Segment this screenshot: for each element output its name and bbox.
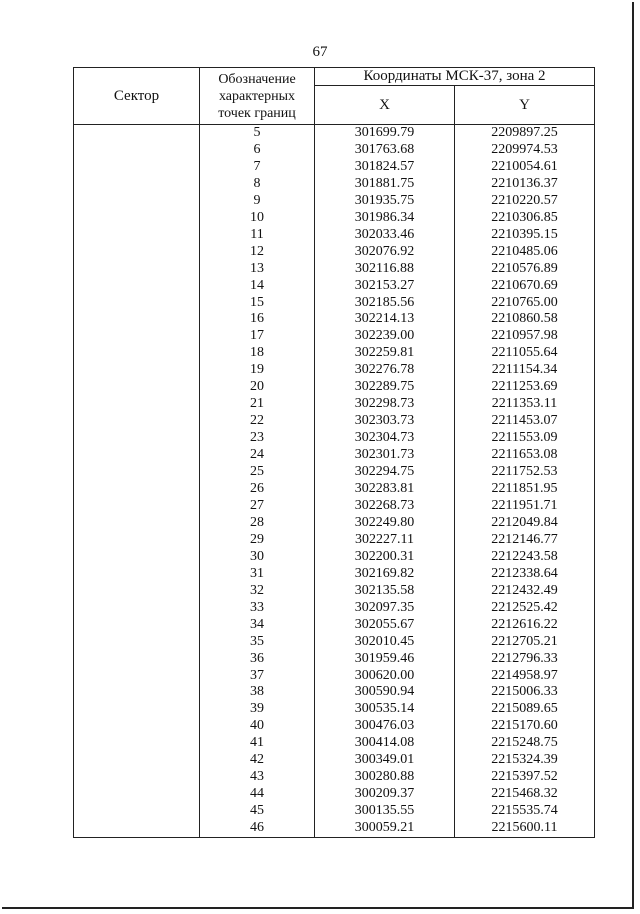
cell-y: 2210220.57 bbox=[455, 193, 595, 210]
cell-point: 6 bbox=[200, 142, 315, 159]
cell-point: 15 bbox=[200, 295, 315, 312]
cell-y: 2211453.07 bbox=[455, 413, 595, 430]
cell-y: 2215089.65 bbox=[455, 701, 595, 718]
cell-x: 300059.21 bbox=[315, 820, 455, 837]
sector-cell bbox=[74, 125, 200, 838]
cell-point: 38 bbox=[200, 684, 315, 701]
cell-y: 2209897.25 bbox=[455, 125, 595, 142]
cell-y: 2215248.75 bbox=[455, 735, 595, 752]
coordinates-table bbox=[73, 67, 595, 838]
cell-x: 302239.00 bbox=[315, 328, 455, 345]
cell-point: 13 bbox=[200, 261, 315, 278]
header-designation-line2: характерных bbox=[218, 88, 296, 104]
cell-x: 301959.46 bbox=[315, 651, 455, 668]
cell-y: 2212338.64 bbox=[455, 566, 595, 583]
cell-x: 302185.56 bbox=[315, 295, 455, 312]
cell-point: 28 bbox=[200, 515, 315, 532]
cell-x: 301986.34 bbox=[315, 210, 455, 227]
cell-x: 302033.46 bbox=[315, 227, 455, 244]
cell-point: 10 bbox=[200, 210, 315, 227]
table-header bbox=[74, 68, 595, 125]
cell-y: 2215170.60 bbox=[455, 718, 595, 735]
cell-y: 2215324.39 bbox=[455, 752, 595, 769]
cell-y: 2210136.37 bbox=[455, 176, 595, 193]
cell-x: 302283.81 bbox=[315, 481, 455, 498]
cell-y: 2210765.00 bbox=[455, 295, 595, 312]
cell-y: 2211752.53 bbox=[455, 464, 595, 481]
cell-x: 302055.67 bbox=[315, 617, 455, 634]
table-body bbox=[74, 125, 595, 838]
cell-x: 302289.75 bbox=[315, 379, 455, 396]
cell-x: 302010.45 bbox=[315, 634, 455, 651]
cell-point: 5 bbox=[200, 125, 315, 142]
cell-point: 9 bbox=[200, 193, 315, 210]
cell-x: 302227.11 bbox=[315, 532, 455, 549]
cell-y: 2215468.32 bbox=[455, 786, 595, 803]
cell-x: 300620.00 bbox=[315, 668, 455, 685]
header-designation-line3: точек границ bbox=[218, 105, 296, 121]
cell-y: 2212616.22 bbox=[455, 617, 595, 634]
cell-y: 2210576.89 bbox=[455, 261, 595, 278]
cell-y: 2211553.09 bbox=[455, 430, 595, 447]
cell-y: 2212243.58 bbox=[455, 549, 595, 566]
header-designation-line1: Обозначение bbox=[218, 71, 296, 87]
cell-y: 2210054.61 bbox=[455, 159, 595, 176]
cell-point: 25 bbox=[200, 464, 315, 481]
cell-x: 302259.81 bbox=[315, 345, 455, 362]
cell-point: 44 bbox=[200, 786, 315, 803]
cell-point: 32 bbox=[200, 583, 315, 600]
cell-x: 302153.27 bbox=[315, 278, 455, 295]
cell-y: 2210395.15 bbox=[455, 227, 595, 244]
cell-y: 2212432.49 bbox=[455, 583, 595, 600]
cell-x: 302301.73 bbox=[315, 447, 455, 464]
cell-point: 22 bbox=[200, 413, 315, 430]
cell-point: 21 bbox=[200, 396, 315, 413]
cell-point: 18 bbox=[200, 345, 315, 362]
cell-point: 42 bbox=[200, 752, 315, 769]
cell-x: 301881.75 bbox=[315, 176, 455, 193]
cell-x: 300535.14 bbox=[315, 701, 455, 718]
cell-point: 30 bbox=[200, 549, 315, 566]
cell-point: 45 bbox=[200, 803, 315, 820]
cell-x: 302169.82 bbox=[315, 566, 455, 583]
cell-point: 41 bbox=[200, 735, 315, 752]
cell-y: 2210306.85 bbox=[455, 210, 595, 227]
cell-point: 14 bbox=[200, 278, 315, 295]
cell-y: 2214958.97 bbox=[455, 668, 595, 685]
cell-x: 301763.68 bbox=[315, 142, 455, 159]
cell-x: 300209.37 bbox=[315, 786, 455, 803]
cell-point: 46 bbox=[200, 820, 315, 837]
table-row bbox=[74, 125, 595, 142]
cell-point: 29 bbox=[200, 532, 315, 549]
cell-x: 302268.73 bbox=[315, 498, 455, 515]
cell-y: 2212705.21 bbox=[455, 634, 595, 651]
cell-point: 24 bbox=[200, 447, 315, 464]
cell-x: 301699.79 bbox=[315, 125, 455, 142]
header-sector: Сектор bbox=[74, 68, 200, 125]
cell-y: 2212146.77 bbox=[455, 532, 595, 549]
cell-x: 301935.75 bbox=[315, 193, 455, 210]
cell-x: 300414.08 bbox=[315, 735, 455, 752]
cell-point: 31 bbox=[200, 566, 315, 583]
cell-point: 40 bbox=[200, 718, 315, 735]
cell-y: 2211055.64 bbox=[455, 345, 595, 362]
header-y: Y bbox=[455, 86, 595, 125]
cell-point: 33 bbox=[200, 600, 315, 617]
cell-y: 2210670.69 bbox=[455, 278, 595, 295]
cell-point: 11 bbox=[200, 227, 315, 244]
cell-point: 36 bbox=[200, 651, 315, 668]
cell-x: 300476.03 bbox=[315, 718, 455, 735]
cell-point: 8 bbox=[200, 176, 315, 193]
cell-y: 2215535.74 bbox=[455, 803, 595, 820]
cell-y: 2211253.69 bbox=[455, 379, 595, 396]
cell-x: 302298.73 bbox=[315, 396, 455, 413]
header-x: X bbox=[315, 86, 455, 125]
cell-x: 302097.35 bbox=[315, 600, 455, 617]
cell-y: 2215600.11 bbox=[455, 820, 595, 837]
cell-y: 2215397.52 bbox=[455, 769, 595, 786]
cell-y: 2210860.58 bbox=[455, 311, 595, 328]
cell-point: 19 bbox=[200, 362, 315, 379]
cell-y: 2211851.95 bbox=[455, 481, 595, 498]
cell-x: 302303.73 bbox=[315, 413, 455, 430]
cell-y: 2210485.06 bbox=[455, 244, 595, 261]
cell-x: 302304.73 bbox=[315, 430, 455, 447]
cell-point: 16 bbox=[200, 311, 315, 328]
cell-x: 300590.94 bbox=[315, 684, 455, 701]
cell-point: 17 bbox=[200, 328, 315, 345]
cell-point: 34 bbox=[200, 617, 315, 634]
cell-y: 2209974.53 bbox=[455, 142, 595, 159]
cell-y: 2211154.34 bbox=[455, 362, 595, 379]
cell-x: 302249.80 bbox=[315, 515, 455, 532]
cell-x: 302076.92 bbox=[315, 244, 455, 261]
header-point-designation bbox=[200, 68, 315, 125]
cell-x: 300135.55 bbox=[315, 803, 455, 820]
cell-point: 39 bbox=[200, 701, 315, 718]
cell-y: 2211353.11 bbox=[455, 396, 595, 413]
cell-x: 302294.75 bbox=[315, 464, 455, 481]
cell-y: 2210957.98 bbox=[455, 328, 595, 345]
cell-x: 302200.31 bbox=[315, 549, 455, 566]
cell-point: 7 bbox=[200, 159, 315, 176]
cell-point: 23 bbox=[200, 430, 315, 447]
cell-x: 301824.57 bbox=[315, 159, 455, 176]
cell-x: 302135.58 bbox=[315, 583, 455, 600]
cell-point: 27 bbox=[200, 498, 315, 515]
cell-point: 43 bbox=[200, 769, 315, 786]
cell-x: 300280.88 bbox=[315, 769, 455, 786]
cell-point: 12 bbox=[200, 244, 315, 261]
cell-point: 37 bbox=[200, 668, 315, 685]
page-number: 67 bbox=[312, 44, 328, 60]
cell-y: 2211653.08 bbox=[455, 447, 595, 464]
cell-y: 2212796.33 bbox=[455, 651, 595, 668]
cell-y: 2212049.84 bbox=[455, 515, 595, 532]
cell-x: 302214.13 bbox=[315, 311, 455, 328]
header-coordinates: Координаты МСК-37, зона 2 bbox=[315, 68, 595, 86]
cell-x: 302116.88 bbox=[315, 261, 455, 278]
cell-y: 2211951.71 bbox=[455, 498, 595, 515]
cell-x: 300349.01 bbox=[315, 752, 455, 769]
cell-y: 2215006.33 bbox=[455, 684, 595, 701]
cell-point: 20 bbox=[200, 379, 315, 396]
cell-y: 2212525.42 bbox=[455, 600, 595, 617]
cell-point: 26 bbox=[200, 481, 315, 498]
cell-point: 35 bbox=[200, 634, 315, 651]
cell-x: 302276.78 bbox=[315, 362, 455, 379]
